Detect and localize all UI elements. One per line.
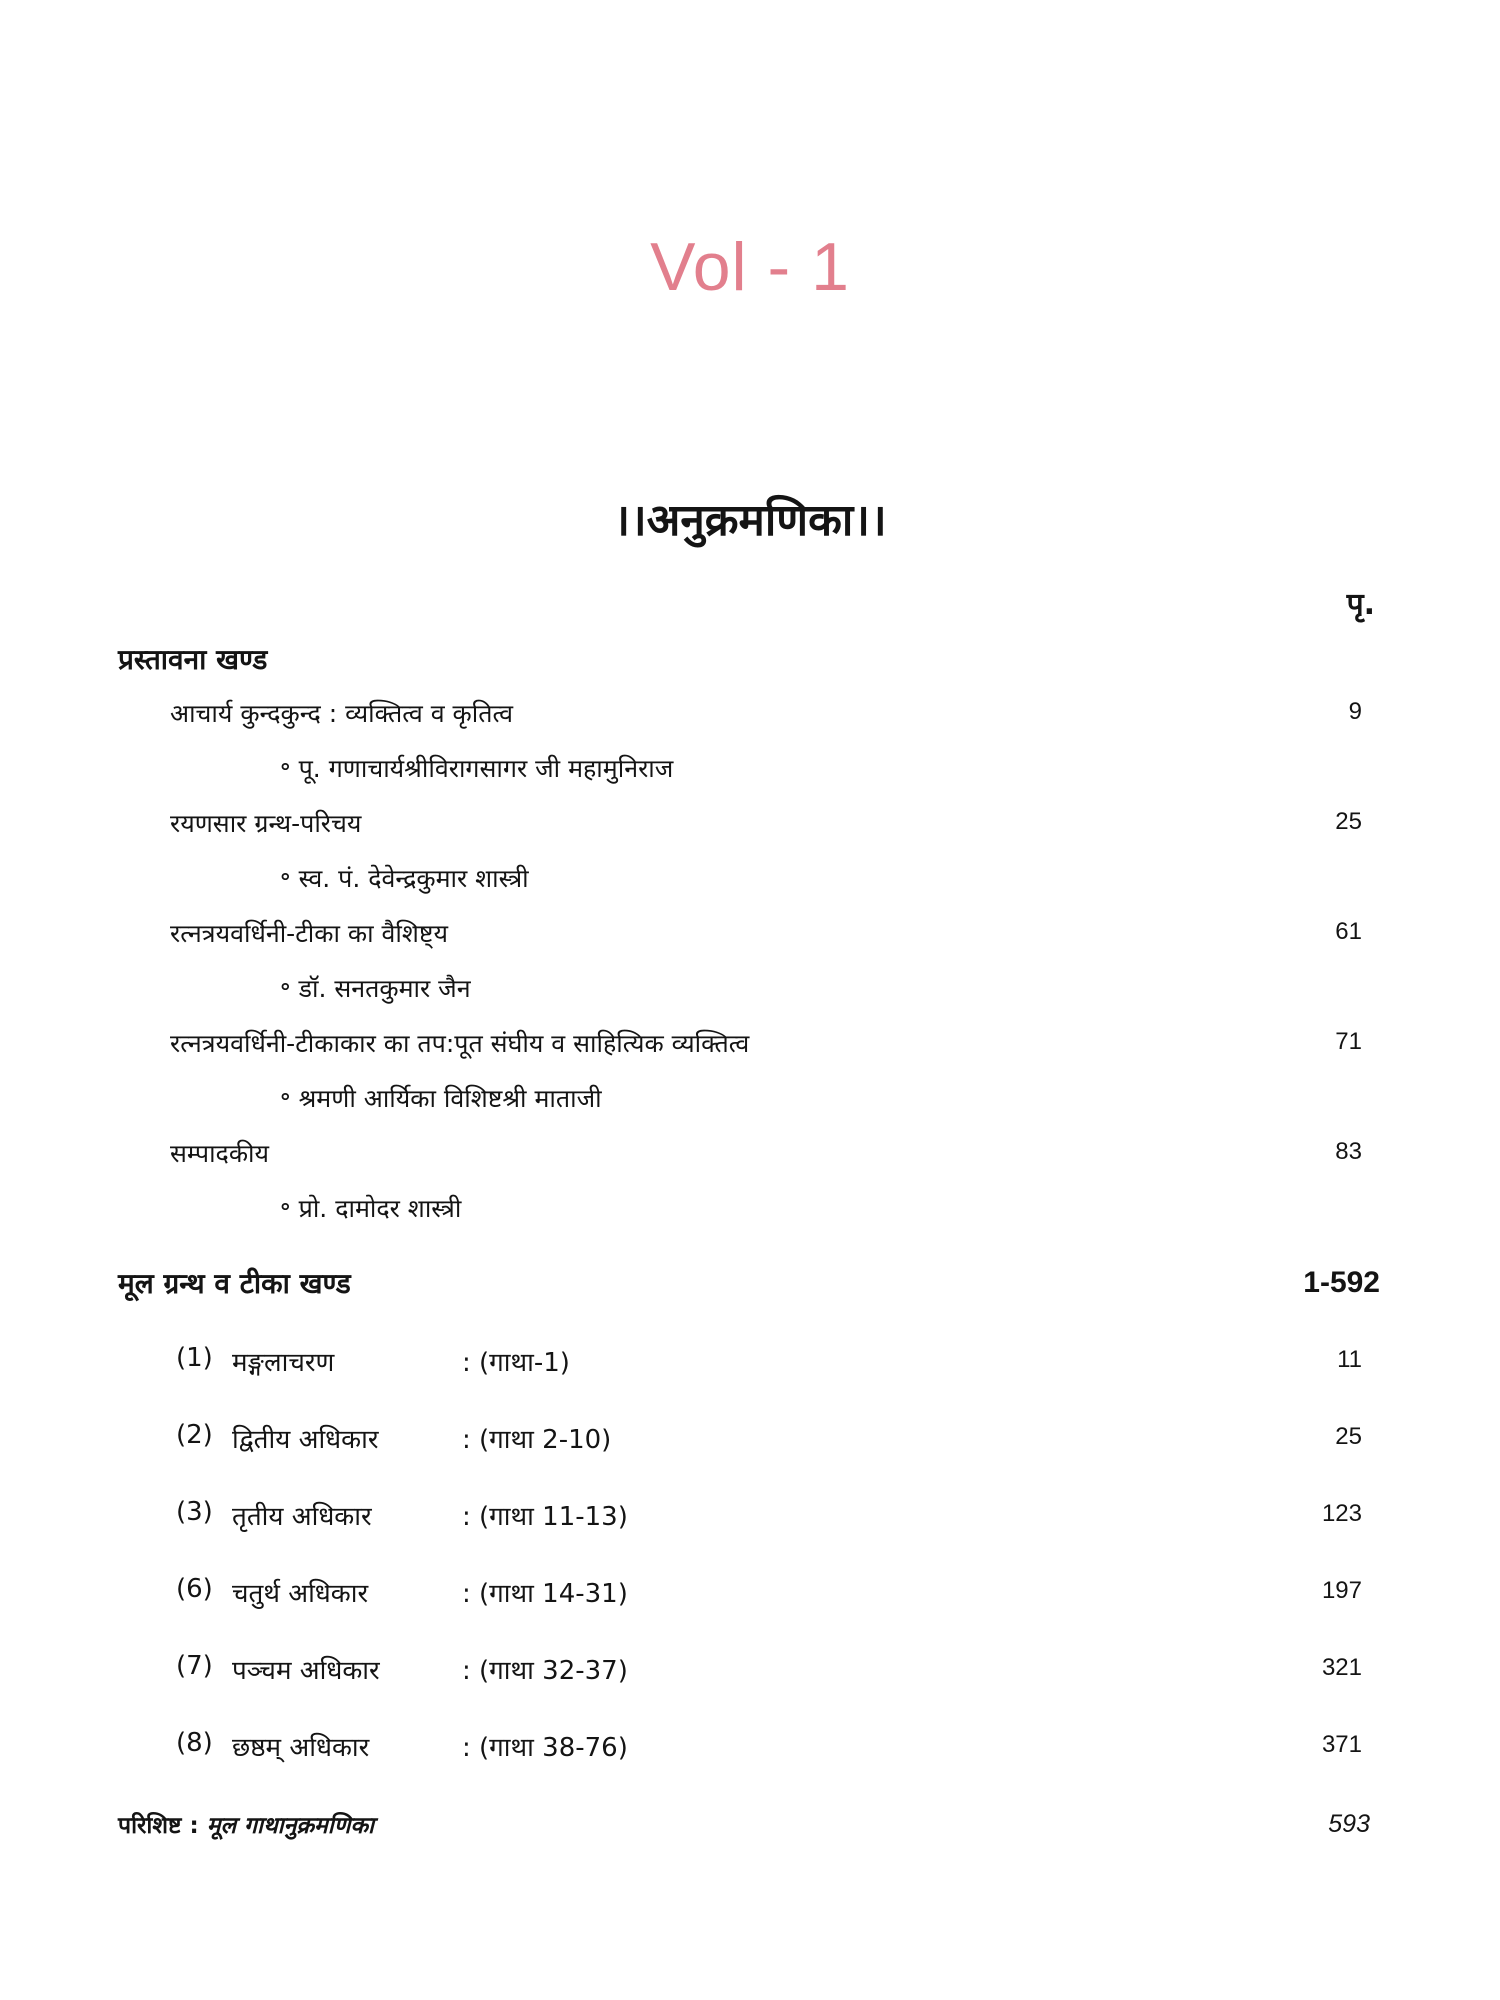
page-title: ।।अनुक्रमणिका।।	[613, 495, 887, 546]
chapter-gatha: : (गाथा 14-31)	[462, 1579, 628, 1609]
chapter-gatha: : (गाथा 32-37)	[462, 1656, 628, 1686]
page-column-header: पृ.	[1346, 587, 1375, 622]
chapter-number: (2)	[176, 1420, 213, 1450]
chapter-name: चतुर्थ अधिकार	[232, 1579, 369, 1609]
appendix-subtitle: मूल गाथानुक्रमणिका	[206, 1813, 374, 1839]
main-section-page-range: 1-592	[1303, 1266, 1380, 1299]
chapter-number: (6)	[176, 1574, 213, 1604]
toc-item-page: 83	[1335, 1138, 1362, 1165]
chapter-gatha: : (गाथा 38-76)	[462, 1733, 628, 1763]
toc-item-title: रयणसार ग्रन्थ-परिचय	[170, 809, 362, 838]
chapter-page: 321	[1321, 1654, 1362, 1681]
intro-section-heading: प्रस्तावना खण्ड	[118, 643, 268, 676]
toc-item-author: ॰ प्रो. दामोदर शास्त्री	[280, 1194, 462, 1223]
chapter-number: (3)	[176, 1497, 213, 1527]
chapter-page: 123	[1321, 1500, 1362, 1527]
chapter-number: (8)	[176, 1728, 213, 1758]
appendix-label: परिशिष्ट :	[118, 1813, 199, 1839]
toc-item-page: 25	[1335, 808, 1362, 835]
chapter-gatha: : (गाथा-1)	[462, 1348, 570, 1378]
chapter-page: 11	[1337, 1346, 1362, 1373]
toc-item-page: 9	[1348, 698, 1362, 725]
toc-item-page: 61	[1335, 918, 1362, 945]
chapter-number: (1)	[176, 1343, 213, 1373]
toc-item-title: रत्नत्रयवर्धिनी-टीका का वैशिष्ट्य	[170, 919, 448, 948]
chapter-page: 371	[1321, 1731, 1362, 1758]
appendix-entry	[118, 1808, 374, 1840]
toc-item-title: आचार्य कुन्दकुन्द : व्यक्तित्व व कृतित्व	[170, 699, 514, 728]
toc-item-author: ॰ पू. गणाचार्यश्रीविरागसागर जी महामुनिराज	[280, 754, 674, 783]
chapter-name: मङ्गलाचरण	[232, 1348, 335, 1378]
toc-item-author: ॰ डॉ. सनतकुमार जैन	[280, 974, 471, 1003]
chapter-number: (7)	[176, 1651, 213, 1681]
toc-item-page: 71	[1335, 1028, 1362, 1055]
chapter-page: 197	[1321, 1577, 1362, 1604]
appendix-page: 593	[1328, 1810, 1370, 1838]
chapter-page: 25	[1335, 1423, 1362, 1450]
toc-item-title: रत्नत्रयवर्धिनी-टीकाकार का तप:पूत संघीय व साहित्यिक व्यक्तित्व	[170, 1029, 750, 1058]
chapter-name: द्वितीय अधिकार	[232, 1425, 379, 1455]
chapter-name: तृतीय अधिकार	[232, 1502, 372, 1532]
chapter-gatha: : (गाथा 2-10)	[462, 1425, 612, 1455]
toc-item-author: ॰ स्व. पं. देवेन्द्रकुमार शास्त्री	[280, 864, 529, 893]
main-section-heading: मूल ग्रन्थ व टीका खण्ड	[118, 1267, 351, 1300]
chapter-name: छष्ठम् अधिकार	[232, 1733, 370, 1763]
chapter-gatha: : (गाथा 11-13)	[462, 1502, 628, 1532]
volume-label: Vol - 1	[650, 229, 850, 305]
chapter-name: पञ्चम अधिकार	[232, 1656, 380, 1686]
toc-item-author: ॰ श्रमणी आर्यिका विशिष्टश्री माताजी	[280, 1084, 602, 1113]
toc-item-title: सम्पादकीय	[170, 1139, 270, 1168]
